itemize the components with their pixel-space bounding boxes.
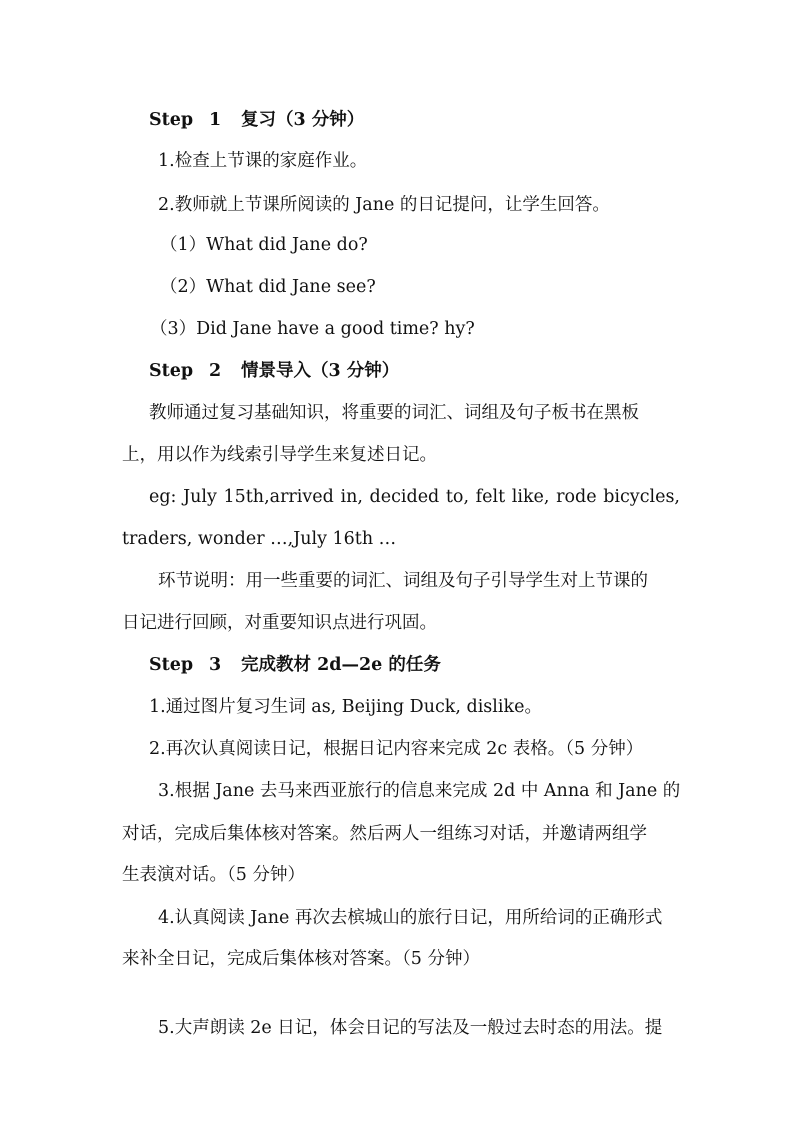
step-1-question-1: （1）What did Jane do? — [160, 235, 368, 255]
step-title: 完成教材 2d—2e 的任务 — [241, 655, 441, 675]
step-2-note-line-2: 日记进行回顾，对重要知识点进行巩固。 — [122, 613, 437, 633]
step-title: 复习（3 分钟） — [241, 110, 365, 130]
step-3-heading — [149, 653, 441, 677]
step-number: 1 — [209, 110, 222, 130]
step-2-note-line-1: 环节说明：用一些重要的词汇、词组及句子引导学生对上节课的 — [158, 571, 648, 591]
step-label: Step — [149, 110, 194, 130]
step-3-item-3-line-1: 3.根据 Jane 去马来西亚旅行的信息来完成 2d 中 Anna 和 Jane 的 — [158, 781, 681, 801]
step-number: 3 — [209, 655, 222, 675]
step-1-heading — [149, 108, 364, 132]
step-2-heading — [149, 359, 399, 383]
step-2-example-line-1: eg: July 15th,arrived in, decided to, felt like, rode bicycles, — [149, 487, 680, 507]
step-1-item-2: 2.教师就上节课所阅读的 Jane 的日记提问，让学生回答。 — [158, 195, 610, 215]
step-3-item-1: 1.通过图片复习生词 as, Beijing Duck, dislike。 — [149, 697, 542, 717]
step-3-item-4-line-2: 来补全日记，完成后集体核对答案。（5 分钟） — [122, 949, 480, 969]
step-3-item-4-line-1: 4.认真阅读 Jane 再次去槟城山的旅行日记，用所给词的正确形式 — [158, 908, 663, 928]
step-1-item-1: 1.检查上节课的家庭作业。 — [158, 151, 368, 171]
step-2-example-line-2: traders, wonder …,July 16th … — [122, 529, 397, 549]
step-3-item-2: 2.再次认真阅读日记，根据日记内容来完成 2c 表格。（5 分钟） — [149, 739, 644, 759]
step-2-paragraph-line-1: 教师通过复习基础知识，将重要的词汇、词组及句子板书在黑板 — [149, 403, 639, 423]
step-1-question-3: （3）Did Jane have a good time? hy? — [150, 319, 475, 339]
step-1-question-2: （2）What did Jane see? — [160, 277, 376, 297]
step-label: Step — [149, 361, 194, 381]
step-number: 2 — [209, 361, 222, 381]
step-title: 情景导入（3 分钟） — [241, 361, 400, 381]
step-3-item-3-line-2: 对话，完成后集体核对答案。然后两人一组练习对话，并邀请两组学 — [122, 824, 647, 844]
step-label: Step — [149, 655, 194, 675]
step-3-item-3-line-3: 生表演对话。（5 分钟） — [122, 865, 305, 885]
step-2-paragraph-line-2: 上，用以作为线索引导学生来复述日记。 — [122, 445, 437, 465]
step-3-item-5-line-1: 5.大声朗读 2e 日记，体会日记的写法及一般过去时态的用法。提 — [158, 1018, 663, 1038]
